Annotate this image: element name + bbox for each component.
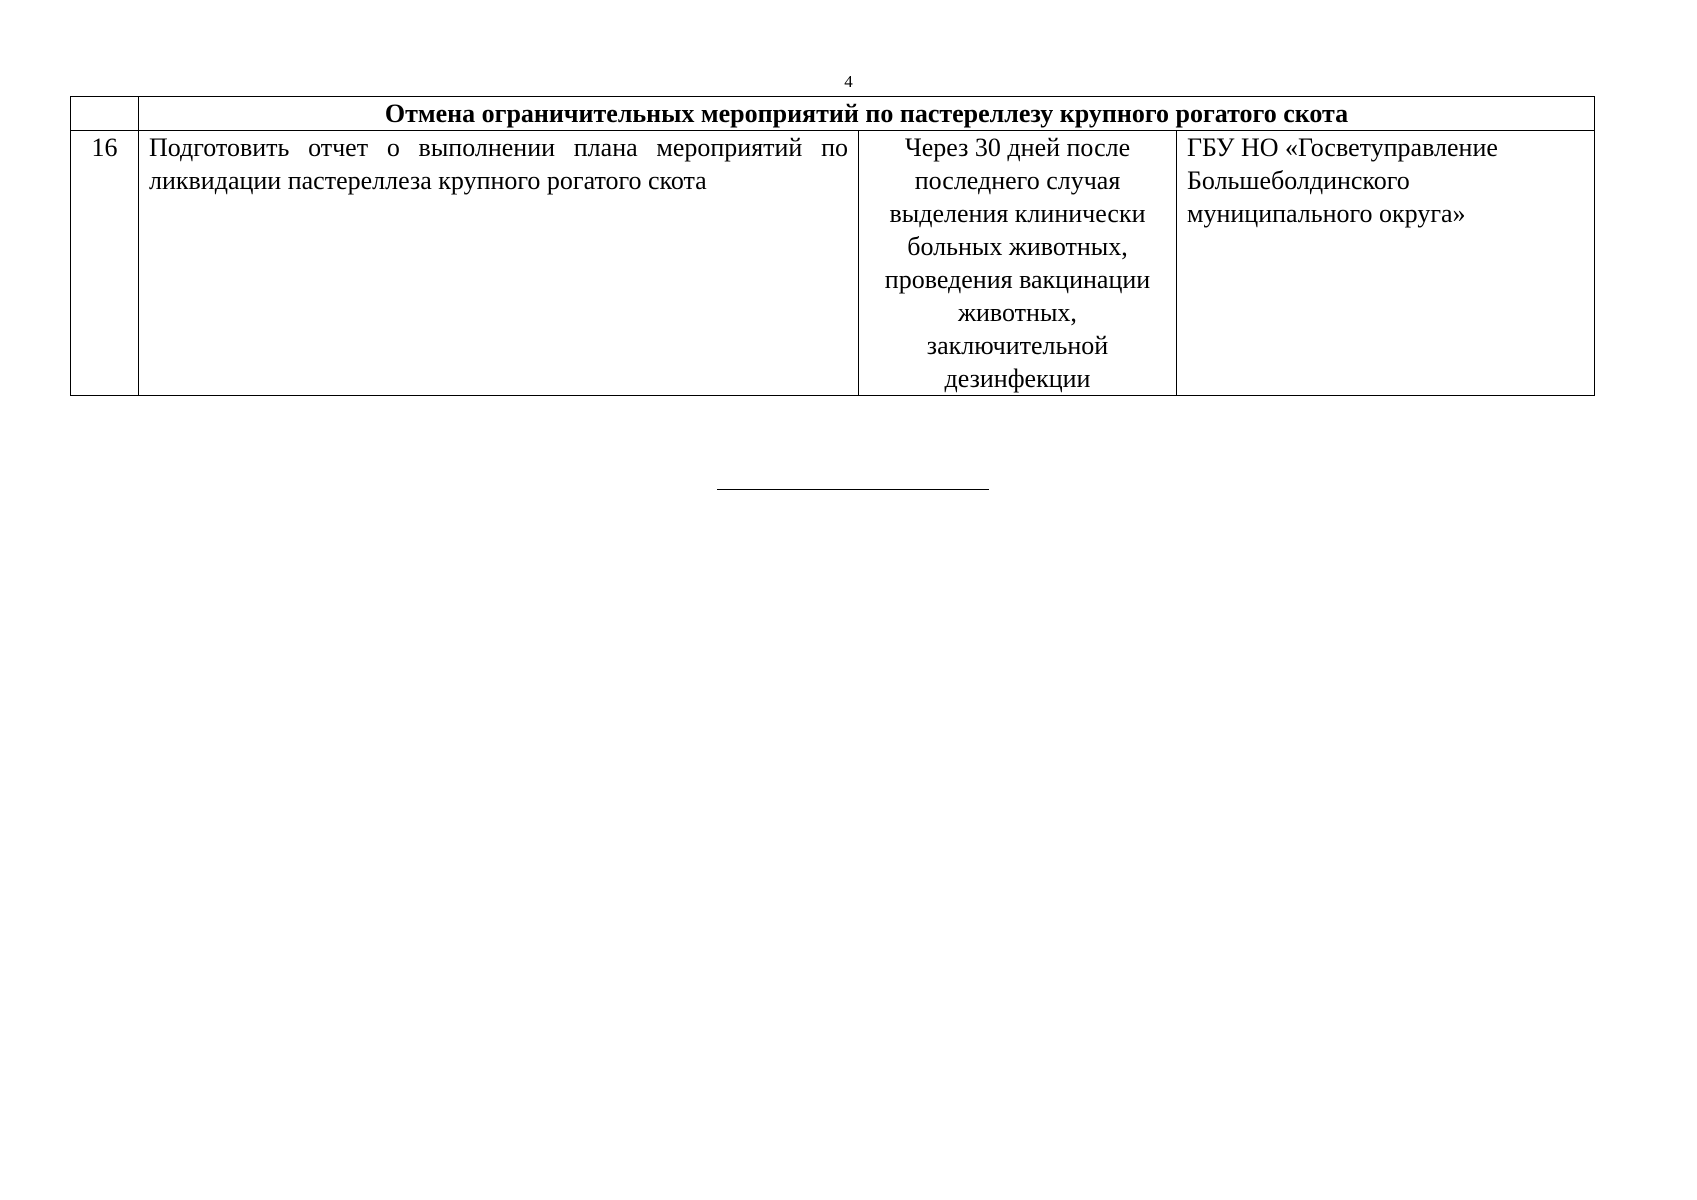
- section-header-empty-cell: [71, 97, 139, 131]
- closing-divider: [717, 489, 989, 490]
- responsible-cell: ГБУ НО «Госветуправление Большеболдинского муниципального округа»: [1177, 131, 1595, 396]
- plan-table: [70, 96, 1595, 396]
- table-row: [71, 131, 1595, 396]
- task-cell: Подготовить отчет о выполнении плана мероприятий по ликвидации пастереллеза крупного рогатого скота: [139, 131, 859, 396]
- section-title: Отмена ограничительных мероприятий по пастереллезу крупного рогатого скота: [139, 97, 1595, 131]
- section-header-row: [71, 97, 1595, 131]
- row-number: 16: [71, 131, 139, 396]
- page-number: 4: [844, 72, 853, 91]
- deadline-cell: Через 30 дней после последнего случая выделения клинически больных животных, проведения вакцинации животных, заключительной дезинфекции: [859, 131, 1177, 396]
